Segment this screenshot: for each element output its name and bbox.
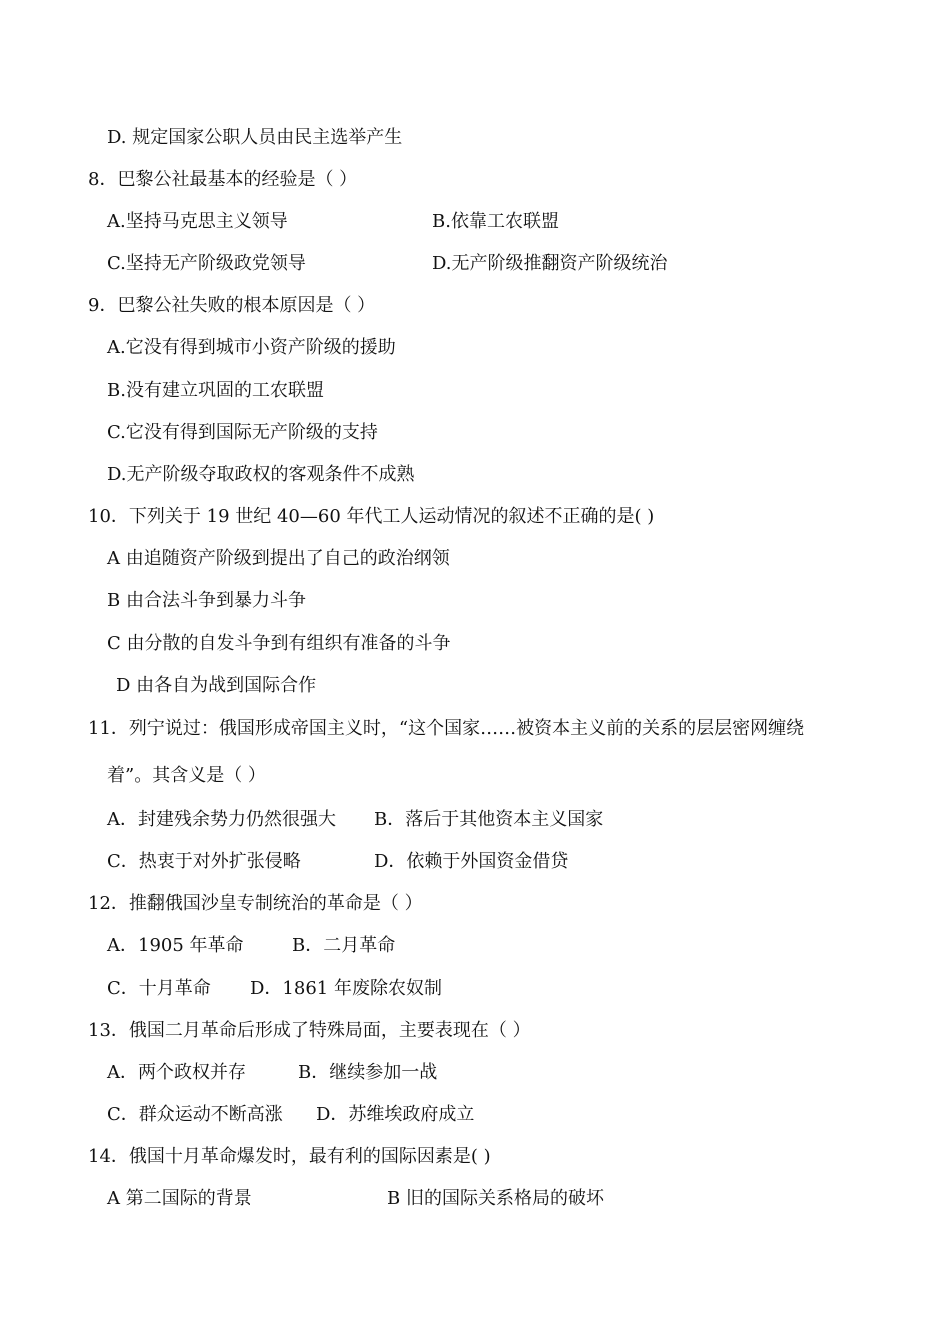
q13-option-d: D．苏维埃政府成立 bbox=[316, 1104, 475, 1125]
q9-stem: 9．巴黎公社失败的根本原因是（ ） bbox=[88, 295, 376, 316]
q9-option-c: C.它没有得到国际无产阶级的支持 bbox=[107, 422, 378, 443]
q10-option-a: A 由追随资产阶级到提出了自己的政治纲领 bbox=[107, 548, 450, 569]
q10-option-d: D 由各自为战到国际合作 bbox=[116, 675, 317, 696]
q12-option-c: C．十月革命 bbox=[107, 978, 211, 999]
q8-option-c: C.坚持无产阶级政党领导 bbox=[107, 253, 306, 274]
q14-option-a: A 第二国际的背景 bbox=[107, 1188, 252, 1209]
q11-stem-line2: 着”。其含义是（ ） bbox=[107, 765, 266, 786]
q8-option-a: A.坚持马克思主义领导 bbox=[107, 211, 288, 232]
q10-option-c: C 由分散的自发斗争到有组织有准备的斗争 bbox=[107, 633, 451, 654]
q12-option-a: A．1905 年革命 bbox=[107, 935, 244, 956]
q11-option-d: D．依赖于外国资金借贷 bbox=[374, 851, 569, 872]
q9-option-b: B.没有建立巩固的工农联盟 bbox=[107, 380, 324, 401]
q9-option-d: D.无产阶级夺取政权的客观条件不成熟 bbox=[107, 464, 415, 485]
q13-option-c: C．群众运动不断高涨 bbox=[107, 1104, 283, 1125]
q8-option-b: B.依靠工农联盟 bbox=[432, 211, 559, 232]
q12-option-d: D．1861 年废除农奴制 bbox=[250, 978, 442, 999]
q14-option-b: B 旧的国际关系格局的破坏 bbox=[387, 1188, 604, 1209]
q8-option-d: D.无产阶级推翻资产阶级统治 bbox=[432, 253, 668, 274]
q11-option-c: C．热衷于对外扩张侵略 bbox=[107, 851, 301, 872]
q12-option-b: B．二月革命 bbox=[292, 935, 396, 956]
q9-option-a: A.它没有得到城市小资产阶级的援助 bbox=[107, 337, 396, 358]
q13-option-b: B．继续参加一战 bbox=[298, 1062, 438, 1083]
q8-stem: 8．巴黎公社最基本的经验是（ ） bbox=[88, 169, 358, 190]
q11-option-a: A．封建残余势力仍然很强大 bbox=[107, 809, 336, 830]
q11-stem-line1: 11．列宁说过：俄国形成帝国主义时，“这个国家……被资本主义前的关系的层层密网缠绕 bbox=[88, 718, 805, 739]
q11-option-b: B．落后于其他资本主义国家 bbox=[374, 809, 604, 830]
q10-option-b: B 由合法斗争到暴力斗争 bbox=[107, 590, 306, 611]
q13-stem: 13．俄国二月革命后形成了特殊局面，主要表现在（ ） bbox=[88, 1020, 531, 1041]
q13-option-a: A．两个政权并存 bbox=[107, 1062, 246, 1083]
q14-stem: 14．俄国十月革命爆发时，最有利的国际因素是( ) bbox=[88, 1146, 491, 1167]
q7-option-d: D. 规定国家公职人员由民主选举产生 bbox=[107, 127, 403, 148]
q12-stem: 12．推翻俄国沙皇专制统治的革命是（ ） bbox=[88, 893, 423, 914]
q10-stem: 10．下列关于 19 世纪 40—60 年代工人运动情况的叙述不正确的是( ) bbox=[88, 506, 655, 527]
